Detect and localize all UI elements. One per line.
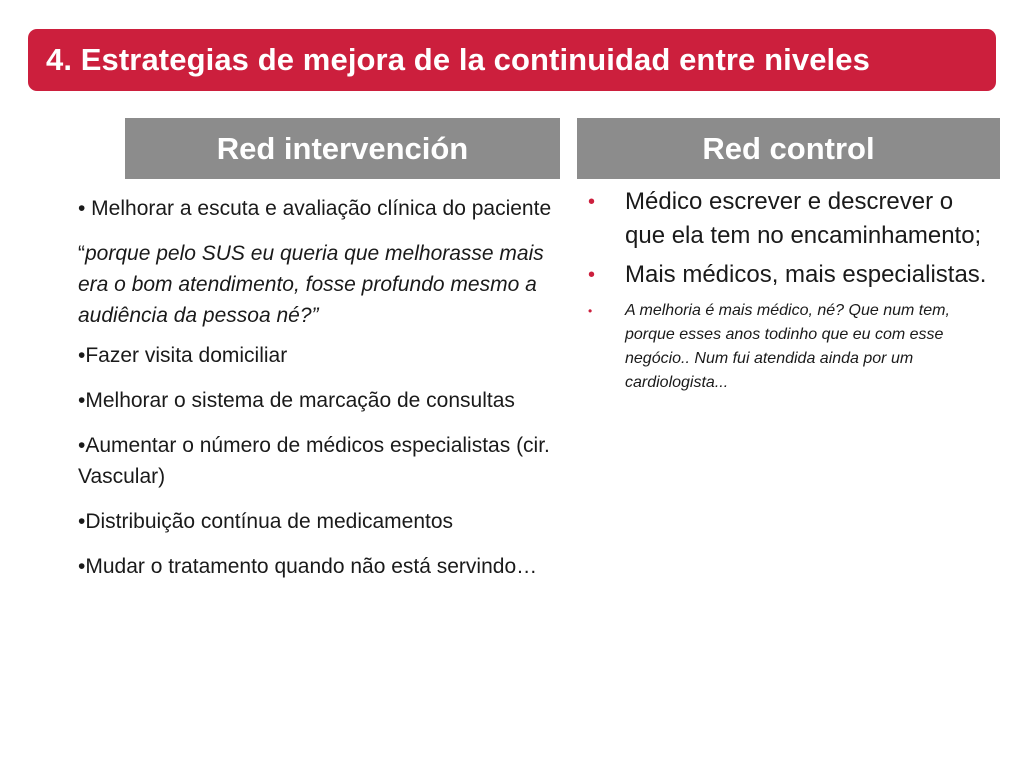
slide-title-bar [28,29,996,91]
bullet-icon: • [588,191,596,213]
control-list [584,185,989,395]
column-header-control: Red control [577,118,1000,179]
list-item: •Melhorar o sistema de marcação de consultas [78,389,515,412]
list-item [584,299,989,395]
list-item: • Melhorar a escuta e avaliação clínica do paciente [78,197,552,220]
list-item [584,258,989,292]
list-item: •Aumentar o número de médicos especialistas (cir. Vascular) [78,434,550,488]
list-item: •Distribuição contínua de medicamentos [78,510,454,533]
list-item-text: Mais médicos, mais especialistas. [625,261,987,288]
list-item: •Mudar o tratamento quando não está servindo… [78,555,538,578]
list-item [584,185,989,253]
intervention-list [78,193,563,596]
quote-text: porque pelo SUS eu queria que melhorasse mais era o bom atendimento, fosse profundo mesmo a audiência da pessoa né?” [78,242,544,327]
bullet-icon: • [588,304,593,318]
bullet-icon: • [588,264,596,286]
slide-title: 4. Estrategias de mejora de la continuidad entre niveles [46,42,870,77]
list-item-text: Médico escrever e descrever o que ela tem no encaminhamento; [625,188,982,249]
quote-item [78,238,563,331]
column-header-intervention: Red intervención [125,118,560,179]
list-item-text: A melhoria é mais médico, né? Que num tem, porque esses anos todinho que eu com esse negócio.. Num fui atendida ainda por um cardiologista... [625,302,950,391]
open-quote: “ [78,242,85,265]
list-item: •Fazer visita domiciliar [78,344,288,367]
